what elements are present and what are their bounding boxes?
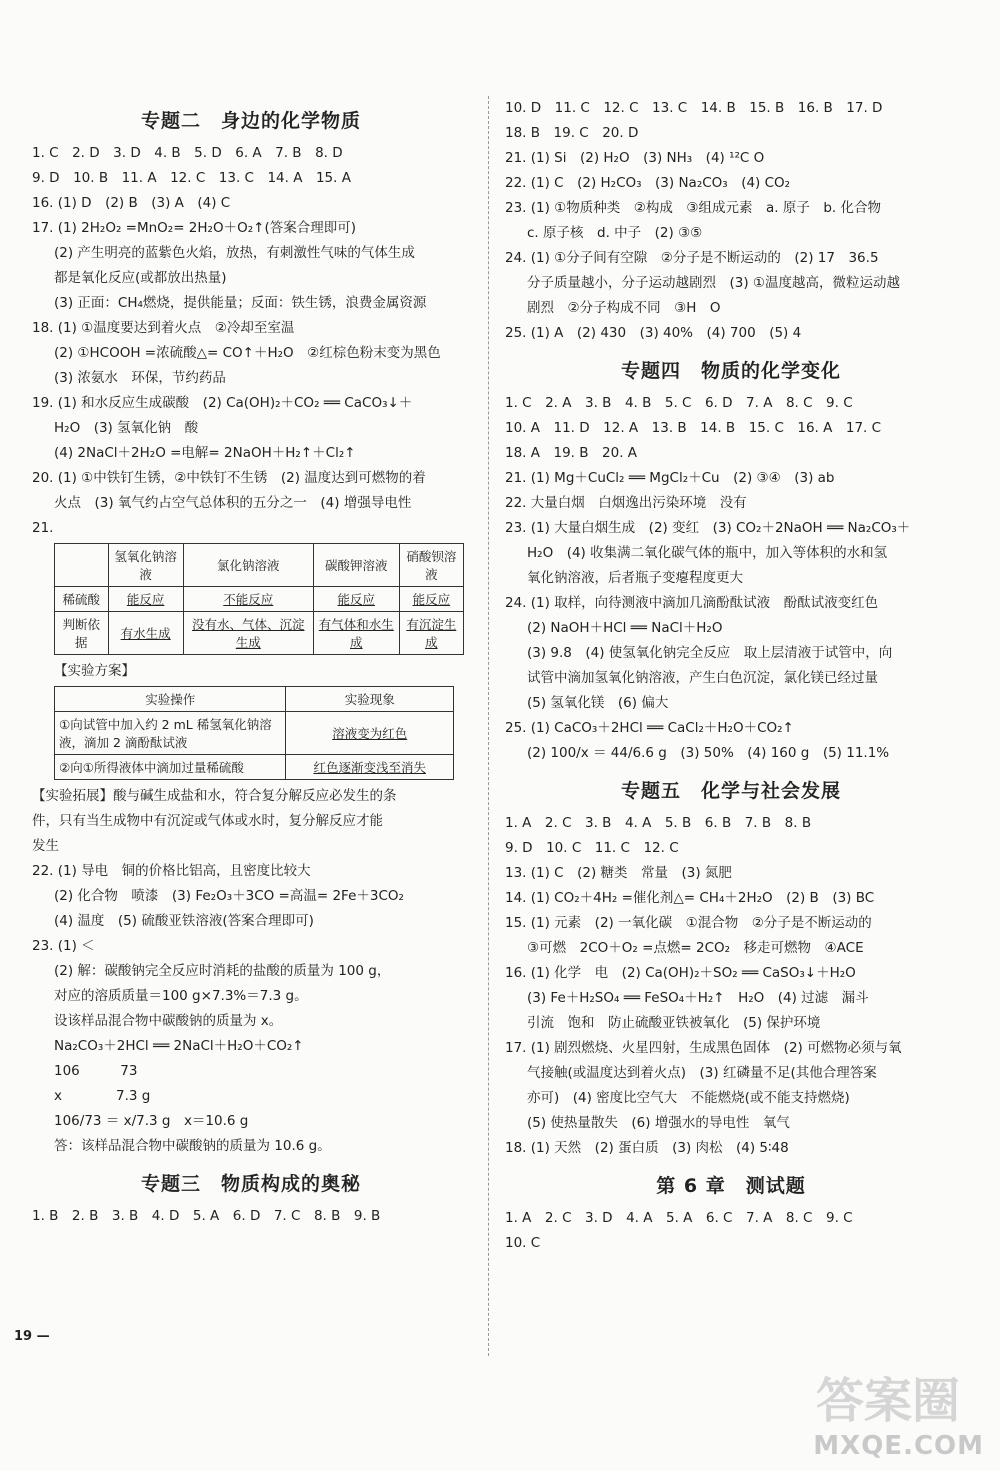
answer-line: 106 73 — [54, 1063, 138, 1079]
answer-line: 10. D 11. C 12. C 13. C 14. B 15. B 16. B 17. D — [505, 100, 883, 116]
answer-line: 24. (1) ①分子间有空隙 ②分子是不断运动的 (2) 17 36.5 — [505, 250, 879, 266]
table-header: 碳酸钾溶液 — [313, 544, 399, 587]
answer-line: 1. A 2. C 3. B 4. A 5. B 6. B 7. B 8. B — [505, 815, 812, 831]
page-number: 19 — — [14, 1329, 50, 1344]
section-title-2: 专题二 身边的化学物质 — [140, 110, 361, 132]
answer-line: H₂O (3) 氢氧化钠 酸 — [54, 420, 199, 436]
answer-line: (3) 浓氨水 环保，节约药品 — [54, 370, 226, 386]
answer-line: 22. 大量白烟 白烟逸出污染环境 没有 — [505, 495, 747, 511]
answer-line: 16. (1) D (2) B (3) A (4) C — [32, 195, 231, 211]
watermark-logo: 答案圈 — [815, 1373, 960, 1429]
table-header: 硝酸钡溶液 — [399, 544, 463, 587]
column-divider — [488, 96, 489, 1356]
answer-line: (2) NaOH＋HCl ══ NaCl＋H₂O — [527, 620, 723, 636]
answer-line: 16. (1) 化学 电 (2) Ca(OH)₂＋SO₂ ══ CaSO₃↓＋H₂O — [505, 965, 856, 981]
answer-line: (2) ①HCOOH =浓硫酸△= CO↑＋H₂O ②红棕色粉末变为黑色 — [54, 345, 441, 361]
answer-line: 引流 饱和 防止硫酸亚铁被氧化 (5) 保护环境 — [527, 1015, 821, 1031]
table-header: 氯化钠溶液 — [183, 544, 313, 587]
answer-line: 25. (1) CaCO₃＋2HCl ══ CaCl₂＋H₂O＋CO₂↑ — [505, 720, 794, 736]
right-column — [505, 96, 957, 1256]
table-cell: 能反应 — [399, 587, 463, 612]
answer-line: 22. (1) 导电 铜的价格比铝高，且密度比较大 — [32, 863, 311, 879]
answer-line: 发生 — [32, 838, 59, 854]
answer-line: 10. C — [505, 1235, 541, 1251]
answer-line: 21. — [32, 520, 54, 536]
plan-heading: 【实验方案】 — [54, 663, 135, 679]
answer-line: (3) 9.8 (4) 使氢氧化钠完全反应 取上层清液于试管中，向 — [527, 645, 893, 661]
table-cell: 能反应 — [313, 587, 399, 612]
answer-line: 15. (1) 元素 (2) 一氧化碳 ①混合物 ②分子是不断运动的 — [505, 915, 872, 931]
answer-line: 18. (1) 天然 (2) 蛋白质 (3) 肉松 (4) 5∶48 — [505, 1140, 789, 1156]
answer-line: 氧化钠溶液，后者瓶子变瘪程度更大 — [527, 570, 743, 586]
answer-line: (3) Fe＋H₂SO₄ ══ FeSO₄＋H₂↑ H₂O (4) 过滤 漏斗 — [527, 990, 869, 1006]
answer-line: 10. A 11. D 12. A 13. B 14. B 15. C 16. A 17. C — [505, 420, 882, 436]
answer-line: 剧烈 ②分子构成不同 ③H O — [527, 300, 721, 316]
answer-line: (2) 化合物 喷漆 (3) Fe₂O₃＋3CO =高温= 2Fe＋3CO₂ — [54, 888, 404, 904]
answer-line: 亦可) (4) 密度比空气大 不能燃烧(或不能支持燃烧) — [527, 1090, 850, 1106]
answer-line: 14. (1) CO₂＋4H₂ =催化剂△= CH₄＋2H₂O (2) B (3) BC — [505, 890, 875, 906]
table-header: 氢氧化钠溶液 — [108, 544, 183, 587]
table-row-header: 判断依据 — [55, 612, 109, 655]
answer-line: (4) 温度 (5) 硫酸亚铁溶液(答案合理即可) — [54, 913, 314, 929]
answer-line: 1. C 2. D 3. D 4. B 5. D 6. A 7. B 8. D — [32, 145, 343, 161]
answer-line: (5) 使热量散失 (6) 增强水的导电性 氧气 — [527, 1115, 790, 1131]
section-title-6: 第 6 章 测试题 — [656, 1175, 806, 1197]
table-cell: 能反应 — [108, 587, 183, 612]
answer-line: 23. (1) ＜ — [32, 938, 95, 954]
answer-line: c. 原子核 d. 中子 (2) ③⑤ — [527, 225, 703, 241]
table-cell: 溶液变为红色 — [286, 712, 454, 755]
section-title-5: 专题五 化学与社会发展 — [620, 780, 841, 802]
answer-line: 1. C 2. A 3. B 4. B 5. C 6. D 7. A 8. C 9. C — [505, 395, 853, 411]
answer-line: (3) 正面：CH₄燃烧，提供能量；反面：铁生锈，浪费金属资源 — [54, 295, 427, 311]
answer-line: 1. B 2. B 3. B 4. D 5. A 6. D 7. C 8. B 9. B — [32, 1208, 381, 1224]
table-cell: 有气体和水生成 — [313, 612, 399, 655]
answer-line: (2) 解：碳酸钠完全反应时消耗的盐酸的质量为 100 g， — [54, 963, 391, 979]
answer-line: (2) 产生明亮的蓝紫色火焰，放热，有刺激性气味的气体生成 — [54, 245, 415, 261]
answer-line: 18. B 19. C 20. D — [505, 125, 639, 141]
answer-line: 9. D 10. B 11. A 12. C 13. C 14. A 15. A — [32, 170, 351, 186]
answer-line: 23. (1) ①物质种类 ②构成 ③组成元素 a. 原子 b. 化合物 — [505, 200, 881, 216]
answer-line: 13. (1) C (2) 糖类 常量 (3) 氮肥 — [505, 865, 732, 881]
answer-line: 21. (1) Mg＋CuCl₂ ══ MgCl₂＋Cu (2) ③④ (3) ab — [505, 470, 835, 486]
answer-line: 20. (1) ①中铁钉生锈，②中铁钉不生锈 (2) 温度达到可燃物的着 — [32, 470, 426, 486]
table-header: 实验操作 — [55, 687, 286, 712]
table-cell: ②向①所得液体中滴加过量稀硫酸 — [55, 755, 286, 780]
answer-line: 24. (1) 取样，向待测液中滴加几滴酚酞试液 酚酞试液变红色 — [505, 595, 879, 611]
answer-line: 22. (1) C (2) H₂CO₃ (3) Na₂CO₃ (4) CO₂ — [505, 175, 791, 191]
table-cell: 不能反应 — [183, 587, 313, 612]
answer-line: 25. (1) A (2) 430 (3) 40% (4) 700 (5) 4 — [505, 325, 802, 341]
answer-line: Na₂CO₃＋2HCl ══ 2NaCl＋H₂O＋CO₂↑ — [54, 1038, 304, 1054]
table-cell: 有沉淀生成 — [399, 612, 463, 655]
table-cell — [55, 544, 109, 587]
section-title-3: 专题三 物质构成的奥秘 — [140, 1173, 361, 1195]
answer-line: 试管中滴加氢氧化钠溶液，产生白色沉淀，氯化镁已经过量 — [527, 670, 878, 686]
answer-line: 都是氧化反应(或都放出热量) — [54, 270, 227, 286]
answer-line: 火点 (3) 氧气约占空气总体积的五分之一 (4) 增强导电性 — [54, 495, 412, 511]
answer-line: (5) 氢氧化镁 (6) 偏大 — [527, 695, 669, 711]
table-cell: 红色逐渐变浅至消失 — [286, 755, 454, 780]
answer-line: 对应的溶质质量＝100 g×7.3%＝7.3 g。 — [54, 988, 308, 1004]
answer-line: 19. (1) 和水反应生成碳酸 (2) Ca(OH)₂＋CO₂ ══ CaCO₃↓＋ — [32, 395, 413, 411]
answer-line: H₂O (4) 收集满二氧化碳气体的瓶中，加入等体积的水和氢 — [527, 545, 888, 561]
answer-line: 18. (1) ①温度要达到着火点 ②冷却至室温 — [32, 320, 295, 336]
answer-line: 【实验拓展】酸与碱生成盐和水，符合复分解反应必发生的条 — [32, 788, 397, 804]
answer-line: 9. D 10. C 11. C 12. C — [505, 840, 679, 856]
answer-line: 17. (1) 2H₂O₂ =MnO₂= 2H₂O＋O₂↑(答案合理即可) — [32, 220, 356, 236]
answer-line: 气接触(或温度达到着火点) (3) 红磷量不足(其他合理答案 — [527, 1065, 877, 1081]
left-column — [32, 96, 470, 1229]
answer-line: 17. (1) 剧烈燃烧、火星四射，生成黑色固体 (2) 可燃物必须与氧 — [505, 1040, 902, 1056]
answer-line: 23. (1) 大量白烟生成 (2) 变红 (3) CO₂＋2NaOH ══ Na₂CO₃＋ — [505, 520, 911, 536]
answer-line: (2) 100/x ＝ 44/6.6 g (3) 50% (4) 160 g (5) 11.1% — [527, 745, 890, 761]
section-title-4: 专题四 物质的化学变化 — [620, 360, 841, 382]
answer-line: 106/73 ＝ x/7.3 g x＝10.6 g — [54, 1113, 249, 1129]
answer-line: 1. A 2. C 3. D 4. A 5. A 6. C 7. A 8. C 9. C — [505, 1210, 853, 1226]
answer-line: (4) 2NaCl＋2H₂O =电解= 2NaOH＋H₂↑＋Cl₂↑ — [54, 445, 356, 461]
answer-line: x 7.3 g — [54, 1088, 151, 1104]
experiment-table — [54, 686, 454, 780]
table-cell: 有水生成 — [108, 612, 183, 655]
answer-line: 设该样品混合物中碳酸钠的质量为 x。 — [54, 1013, 283, 1029]
table-row-header: 稀硫酸 — [55, 587, 109, 612]
answer-line: 件，只有当生成物中有沉淀或气体或水时，复分解反应才能 — [32, 813, 383, 829]
table-header: 实验现象 — [286, 687, 454, 712]
watermark-text: MXQE.COM — [813, 1431, 984, 1461]
answer-line: 答：该样品混合物中碳酸钠的质量为 10.6 g。 — [54, 1138, 331, 1154]
table-cell: 没有水、气体、沉淀生成 — [183, 612, 313, 655]
answer-line: 21. (1) Si (2) H₂O (3) NH₃ (4) ¹²C O — [505, 150, 765, 166]
answer-line: 18. A 19. B 20. A — [505, 445, 638, 461]
table-cell: ①向试管中加入约 2 mL 稀氢氧化钠溶液，滴加 2 滴酚酞试液 — [55, 712, 286, 755]
reaction-table — [54, 543, 464, 655]
answer-line: 分子质量越小，分子运动越剧烈 (3) ①温度越高，微粒运动越 — [527, 275, 901, 291]
answer-line: ③可燃 2CO＋O₂ =点燃= 2CO₂ 移走可燃物 ④ACE — [527, 940, 864, 956]
